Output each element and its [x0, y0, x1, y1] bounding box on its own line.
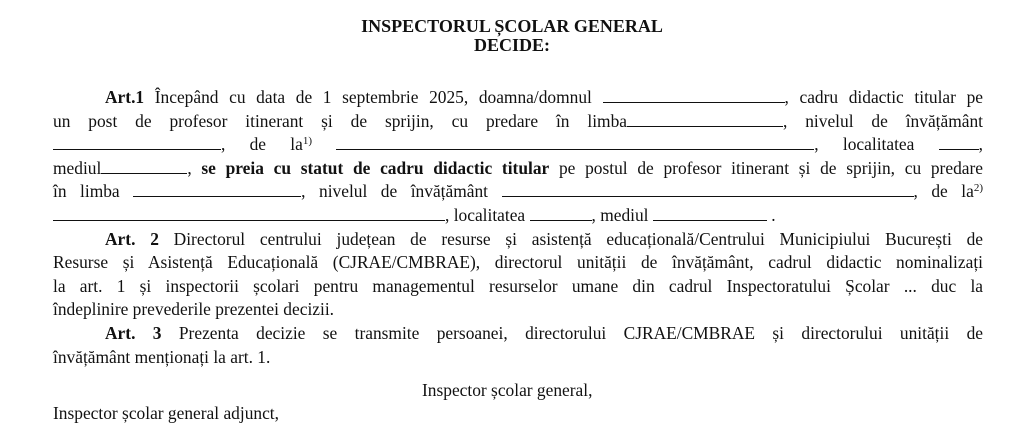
art3-label: Art. 3 [105, 322, 162, 343]
general-inspector-signature: Inspector școlar general, [422, 380, 593, 400]
current-environment-blank [101, 157, 187, 174]
decision-heading: DECIDE: [473, 35, 550, 55]
new-environment-blank [653, 204, 767, 221]
art3-line-2: învățământ menționați la art. 1. [53, 346, 271, 367]
art1-line-2: un post de profesor itinerant și de sprijin, cu predare în limba , nivelul de învățământ [53, 110, 983, 131]
art2-line-3: la art. 1 și inspectorii școlari pentru managementul resurselor umane din cadrul Inspectoratului Școlar ... duc la [53, 275, 983, 296]
art1-line-4: mediul , se preia cu statut de cadru didactic titular pe postul de profesor itinerant și de sprijin, cu predare [53, 157, 983, 178]
document-title: INSPECTORUL ȘCOLAR GENERAL [361, 16, 663, 36]
art2-line-2: Resurse și Asistență Educațională (CJRAE/CMBRAE), directorul unității de învățământ, cadrul didactic nominalizați [53, 252, 983, 273]
art2-line-1: Art. 2 Directorul centrului județean de resurse și asistență educațională/Centrului Municipiului București de [105, 228, 983, 249]
current-level-blank [53, 133, 221, 150]
art1-line-6: , localitatea , mediul . [53, 204, 983, 228]
new-unit-blank [53, 204, 445, 221]
new-locality-blank [530, 204, 592, 221]
current-locality-blank [939, 133, 979, 150]
new-level-blank [502, 180, 914, 197]
art3-line-1: Art. 3 Prezenta decizie se transmite persoanei, directorului CJRAE/CMBRAE și directorului unității de [105, 322, 983, 343]
art2-line-4: îndeplinire prevederile prezentei decizii. [53, 299, 335, 320]
art1-line-1: Art.1 Începând cu data de 1 septembrie 2025, doamna/domnul , cadru didactic titular pe [105, 87, 983, 107]
art1-line-5: în limba , nivelul de învățământ , de $la^{2)}$ [53, 181, 984, 202]
new-language-blank [133, 180, 301, 197]
art1-label: Art.1 [105, 87, 145, 107]
art1-line-3: , de $la^{1)}$ , localitatea , [53, 133, 983, 157]
current-language-blank [627, 110, 783, 127]
current-unit-blank [336, 133, 814, 150]
decision-body [53, 86, 983, 369]
teacher-name-blank [603, 86, 785, 103]
deputy-inspector-signature: Inspector școlar general adjunct, [53, 403, 279, 423]
art2-label: Art. 2 [105, 228, 159, 249]
